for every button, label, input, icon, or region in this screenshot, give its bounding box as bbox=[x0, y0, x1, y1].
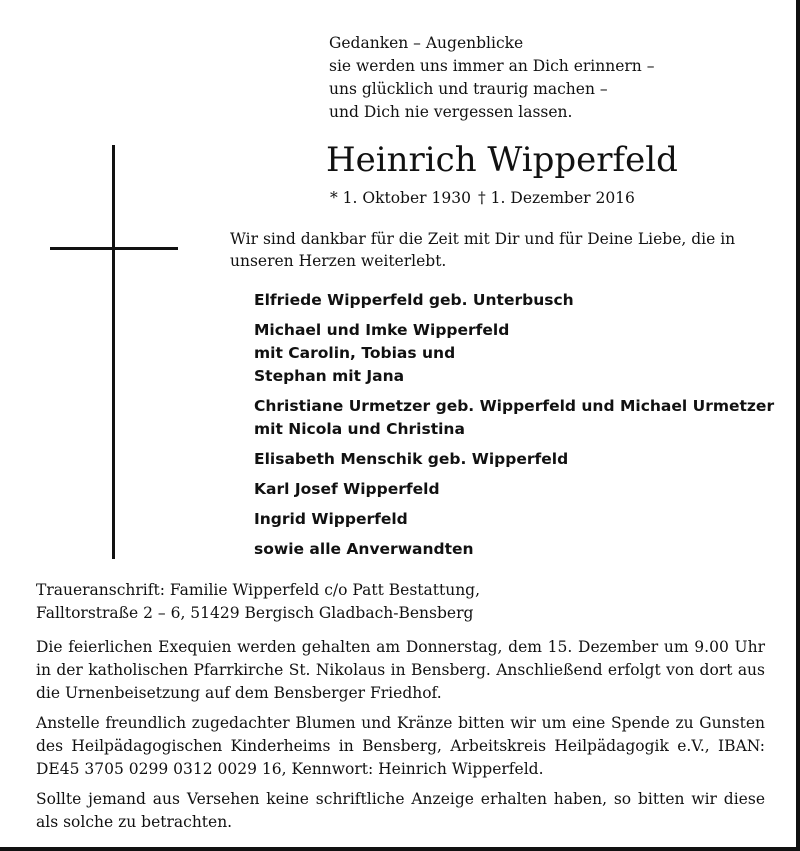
mourner-group bbox=[254, 319, 784, 388]
donation-paragraph: Anstelle freundlich zugedachter Blumen und Kränze bitten wir um eine Spende zu Gunsten des Heilpädagogischen Kinderheims in Bensberg, Arbeitskreis Heilpädagogik e.V., IBAN: DE45 3705 0299 0312 0029 16, Kennwort: Heinrich Wipperfeld. bbox=[36, 714, 765, 778]
mourner-group bbox=[254, 478, 784, 501]
funeral-info-paragraph: Die feierlichen Exequien werden gehalten am Donnerstag, dem 15. Dezember um 9.00 Uhr in der katholischen Pfarrkirche St. Nikolaus in Bensberg. Anschließend erfolgt von dort aus die Urnenbeisetzung auf dem Bensberger Friedhof. bbox=[36, 638, 765, 702]
mourner-line: Michael und Imke Wipperfeld bbox=[254, 321, 510, 339]
mourner-group bbox=[254, 448, 784, 471]
mourning-address bbox=[36, 579, 480, 625]
deceased-name: Heinrich Wipperfeld bbox=[326, 140, 678, 180]
mourner-line: Ingrid Wipperfeld bbox=[254, 510, 408, 528]
poem-line: sie werden uns immer an Dich erinnern – bbox=[329, 57, 655, 75]
death-date: † 1. Dezember 2016 bbox=[478, 189, 635, 207]
mourner-group bbox=[254, 395, 784, 441]
mourner-line: Elfriede Wipperfeld geb. Unterbusch bbox=[254, 291, 574, 309]
memorial-poem bbox=[329, 32, 654, 124]
mourner-line: mit Nicola und Christina bbox=[254, 420, 465, 438]
closing-paragraph: Sollte jemand aus Versehen keine schriftliche Anzeige erhalten haben, so bitten wir diese als solche zu betrachten. bbox=[36, 790, 765, 831]
poem-line: und Dich nie vergessen lassen. bbox=[329, 103, 573, 121]
thanks-text: Wir sind dankbar für die Zeit mit Dir und für Deine Liebe, die in unseren Herzen weiterlebt. bbox=[230, 230, 736, 270]
mourner-line: sowie alle Anverwandten bbox=[254, 540, 474, 558]
mourners-list bbox=[254, 289, 784, 568]
mourner-line: mit Carolin, Tobias und bbox=[254, 344, 456, 362]
address-line: Falltorstraße 2 – 6, 51429 Bergisch Gladbach-Bensberg bbox=[36, 604, 474, 622]
mourner-group bbox=[254, 538, 784, 561]
birth-date: * 1. Oktober 1930 bbox=[330, 189, 471, 207]
poem-line: Gedanken – Augenblicke bbox=[329, 34, 524, 52]
poem-line: uns glücklich und traurig machen – bbox=[329, 80, 608, 98]
notice-paragraphs bbox=[36, 636, 765, 841]
address-line: Traueranschrift: Familie Wipperfeld c/o Patt Bestattung, bbox=[36, 581, 481, 599]
mourner-line: Christiane Urmetzer geb. Wipperfeld und Michael Urmetzer bbox=[254, 397, 775, 415]
mourner-group bbox=[254, 508, 784, 531]
mourner-group bbox=[254, 289, 784, 312]
cross-icon-bar bbox=[50, 247, 178, 250]
mourner-line: Karl Josef Wipperfeld bbox=[254, 480, 440, 498]
mourner-line: Stephan mit Jana bbox=[254, 367, 405, 385]
cross-icon bbox=[112, 145, 115, 559]
mourner-line: Elisabeth Menschik geb. Wipperfeld bbox=[254, 450, 569, 468]
